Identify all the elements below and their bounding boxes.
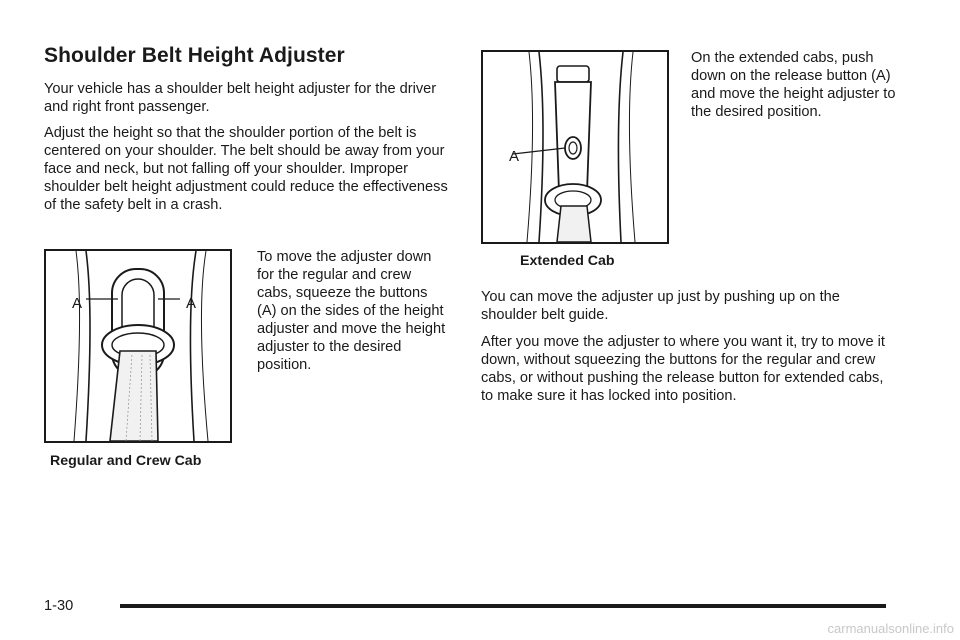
intro-paragraph: Your vehicle has a shoulder belt height adjuster for the driver and right front passenger. [44,81,437,115]
extended-cab-caption: Extended Cab [520,253,615,269]
callout-a-right: A [186,295,197,312]
callout-a: A [509,148,520,165]
watermark: carmanualsonline.info [827,621,954,636]
extended-cab-illustration [481,50,669,244]
section-title: Shoulder Belt Height Adjuster [44,44,345,67]
page-number: 1-30 [44,598,74,614]
regular-cab-caption: Regular and Crew Cab [50,453,202,469]
footer-rule [120,604,886,608]
regular-cab-adjuster-drawing [46,251,230,441]
regular-cab-instruction: To move the adjuster down for the regular and crew cabs, squeeze the buttons (A) on the sides of the height adjuster and move the height adjuster to the desired position. [257,249,446,373]
adjust-height-paragraph: Adjust the height so that the shoulder portion of the belt is centered on your shoulder. The belt should be away from your face and neck, but not falling off your shoulder. Improper shoulder belt height adjustment could reduce the effectiveness of the safety belt in a crash. [44,125,448,213]
move-up-paragraph: You can move the adjuster up just by pushing up on the shoulder belt guide. [481,289,840,323]
regular-cab-illustration [44,249,232,443]
lock-check-paragraph: After you move the adjuster to where you want it, try to move it down, without squeezing the buttons for the regular and crew cabs, or without pushing the release button for extended cabs, to make sure it has locked into position. [481,334,885,404]
extended-cab-adjuster-drawing [483,52,667,242]
callout-a-left: A [72,295,83,312]
extended-cab-instruction: On the extended cabs, push down on the release button (A) and move the height adjuster to the desired position. [691,50,896,120]
